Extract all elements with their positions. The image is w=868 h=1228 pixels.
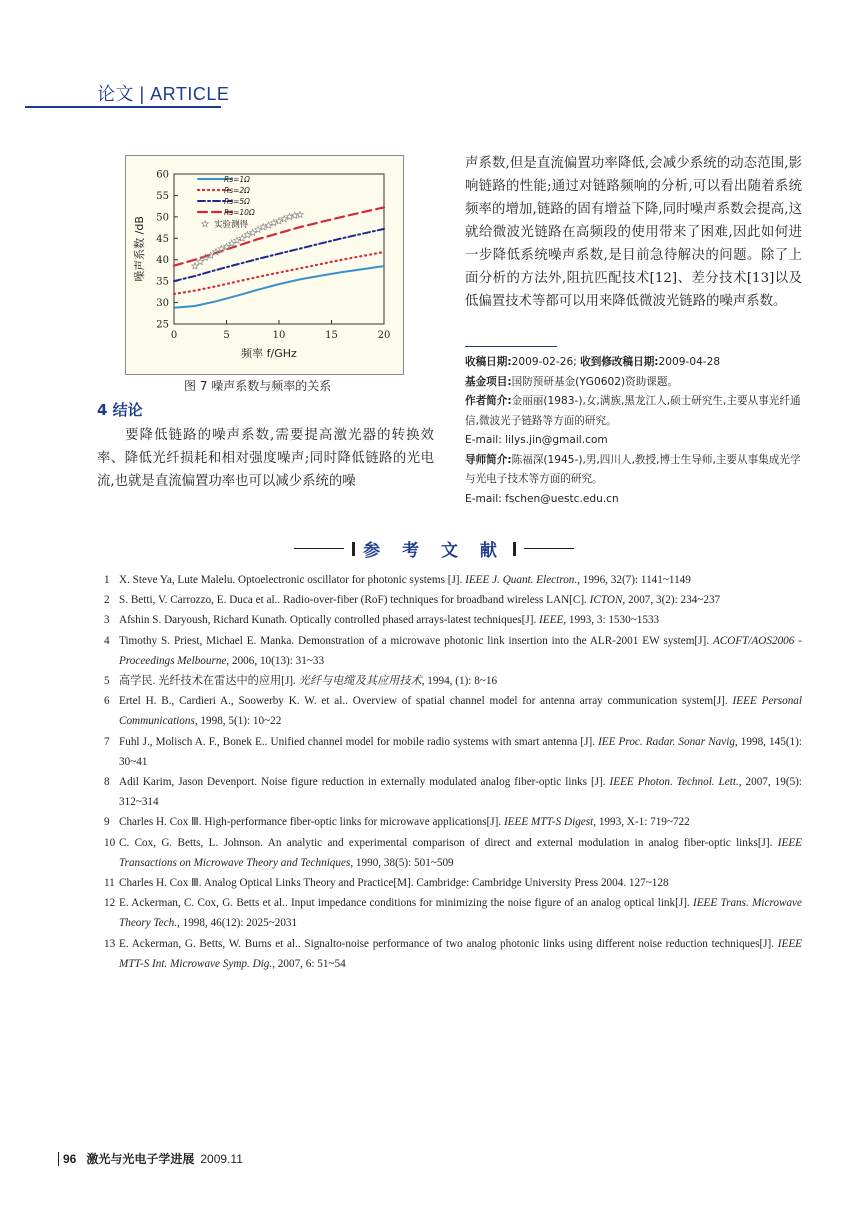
reference-item: [104, 610, 802, 630]
reference-source: ACOFT/AOS2006 - Proceedings Melbourne: [119, 634, 802, 667]
reference-number: 2: [104, 594, 110, 607]
legend-label: Rs=5Ω: [224, 197, 250, 206]
reference-text: Timothy S. Priest, Michael E. Manka. Demonstration of a microwave photonic link insertion into the ALR-2001 EW system[J].: [119, 634, 713, 647]
conclusion-text: 要降低链路的噪声系数,需要提高激光器的转换效率、降低光纤损耗和相对强度噪声;同时降低链路的光电流,也就是直流偏置功率也可以减少系统的噪: [97, 428, 434, 489]
reference-item: [104, 671, 802, 691]
reference-source: IEEE MTT-S Int. Microwave Symp. Dig.: [119, 937, 802, 970]
section-title: 4 结论: [97, 401, 143, 419]
x-tick-label: 10: [272, 330, 286, 341]
reference-number: 13: [104, 937, 116, 950]
conclusion-paragraph: [97, 424, 434, 493]
reference-details: , 2007, 19(5): 312~314: [119, 776, 803, 809]
y-tick-label: 45: [156, 233, 169, 245]
legend-label: Rs=2Ω: [224, 186, 250, 195]
reference-details: , 1993, X-1: 719~722: [593, 816, 690, 829]
x-tick-label: 0: [170, 330, 178, 341]
x-tick-label: 20: [377, 330, 391, 341]
reference-details: , 1994, (1): 8~16: [421, 675, 498, 688]
y-tick-label: 25: [156, 319, 169, 331]
advisor-email: E-mail: fschen@uestc.edu.cn: [465, 492, 619, 505]
reference-text: C. Cox, G. Betts, L. Johnson. An analytic and experimental comparison of direct and external modulation in analog fiber-optic links[J].: [119, 836, 778, 849]
x-tick-label: 15: [325, 330, 338, 341]
reference-text: S. Betti, V. Carrozzo, E. Duca et al.. Radio-over-fiber (RoF) techniques for broadband wireless LAN[C].: [119, 594, 590, 607]
header-rule: [25, 106, 221, 108]
reference-number: 9: [104, 816, 110, 829]
y-tick-label: 55: [156, 190, 169, 202]
heading-bar-right: [513, 542, 516, 556]
reference-text: X. Steve Ya, Lute Malelu. Optoelectronic oscillator for photonic systems [J].: [119, 574, 466, 586]
reference-item: [104, 833, 802, 873]
noise-figure-chart: [126, 156, 403, 374]
reference-details: , 1990, 38(5): 501~509: [350, 856, 454, 869]
y-axis-label: 噪声系数 /dB: [133, 216, 146, 282]
reference-item: [104, 934, 802, 974]
advisor-line: 导师简介:陈福深(1945-),男,四川人,教授,博士生导师,主要从事集成光学与光电子技术等方面的研究。: [465, 453, 801, 485]
reference-number: 4: [104, 634, 110, 647]
reference-details: , 1998, 46(12): 2025~2031: [177, 917, 298, 930]
reference-text: Afshin S. Daryoush, Richard Kunath. Optically controlled phased arrays-latest techniques[J].: [119, 614, 540, 627]
reference-number: 10: [104, 836, 116, 849]
reference-item: [104, 691, 802, 731]
reference-source: 光纤与电缆及其应用技术: [298, 675, 422, 688]
reference-number: 1: [104, 574, 110, 586]
journal-name: 激光与光电子学进展: [86, 1152, 195, 1166]
y-tick-label: 40: [156, 255, 169, 267]
reference-item: [104, 631, 802, 671]
reference-source: IEEE J. Quant. Electron.: [465, 574, 578, 586]
reference-source: IEEE MTT-S Digest: [503, 816, 594, 829]
references-heading: [0, 536, 868, 561]
reference-item: [104, 812, 802, 832]
heading-line-left: [294, 548, 344, 549]
y-tick-label: 60: [156, 169, 169, 181]
received-line: 收稿日期:2009-02-26; 收到修改稿日期:2009-04-28: [465, 356, 721, 368]
issue-date: 2009.11: [200, 1152, 243, 1166]
reference-details: , 2007, 3(2): 234~237: [622, 594, 721, 607]
reference-source: IEEE Transactions on Microwave Theory and Techniques: [119, 836, 802, 869]
reference-number: 12: [104, 897, 116, 910]
reference-text: Charles H. Cox Ⅲ. High-performance fiber-optic links for microwave applications[J].: [119, 816, 504, 829]
fund-line: 基金项目:国防预研基金(YG0602)资助课题。: [465, 375, 679, 388]
reference-item: [104, 590, 802, 610]
reference-number: 7: [104, 735, 110, 748]
y-tick-label: 50: [156, 212, 169, 224]
reference-text: Charles H. Cox Ⅲ. Analog Optical Links Theory and Practice[M]. Cambridge: Cambridge University Press 2004. 127~128: [119, 877, 669, 890]
reference-list: [104, 570, 802, 974]
footnote-rule: [465, 346, 557, 347]
reference-details: , 1998, 5(1): 10~22: [194, 715, 282, 728]
y-tick-label: 30: [156, 298, 169, 310]
reference-item: [104, 873, 802, 893]
x-tick-label: 5: [223, 330, 230, 341]
reference-source: IEEE Personal Communications: [119, 695, 802, 728]
y-tick-label: 35: [156, 276, 169, 288]
references-title: 参 考 文 献: [363, 541, 505, 561]
reference-number: 6: [104, 695, 110, 708]
reference-item: [104, 732, 802, 772]
reference-source: IEEE Photon. Technol. Lett.: [609, 776, 739, 789]
reference-text: 高学民. 光纤技术在雷达中的应用[J].: [119, 675, 299, 688]
reference-details: , 2007, 6: 51~54: [272, 957, 346, 970]
reference-text: Fuhl J., Molisch A. F., Bonek E.. Unified channel model for mobile radio systems with smart antenna [J].: [119, 735, 599, 748]
reference-details: , 1998, 145(1): 30~41: [119, 735, 802, 768]
reference-source: IEE Proc. Radar. Sonar Navig: [598, 735, 735, 748]
right-column-paragraph: 声系数,但是直流偏置功率降低,会减少系统的动态范围,影响链路的性能;通过对链路频响的分析,可以看出随着系统频率的增加,链路的固有增益下降,同时噪声系数会提高,这就给微波光链路在高频段的使用带来了困难,因此如何进一步降低系统噪声系数,是目前急待解决的问题。除了上面分析的方法外,阻抗匹配技术[12]、差分技术[13]以及低偏置技术等都可以用来降低微波光链路的噪声系数。: [465, 156, 802, 309]
article-info: [465, 353, 802, 509]
figure-caption: 图 7 噪声系数与频率的关系: [184, 379, 332, 393]
page-number: 96: [58, 1152, 76, 1166]
reference-text: Ertel H. B., Cardieri A., Soowerby K. W. et al.. Overview of spatial channel model for antenna array communication system[J].: [119, 695, 733, 708]
reference-number: 5: [104, 675, 110, 688]
heading-bar-left: [352, 542, 355, 556]
legend-label: Rs=1Ω: [224, 175, 250, 184]
author-line: 作者简介:金丽丽(1983-),女,满族,黑龙江人,硕士研究生,主要从事光纤通信,微波光子链路等方面的研究。: [465, 395, 801, 427]
reference-item: [104, 772, 802, 812]
page-footer: [58, 1150, 243, 1167]
reference-text: E. Ackerman, G. Betts, W. Burns et al.. Signalto-noise performance of two analog photonic links using different noise reduction techniques[J].: [119, 937, 778, 950]
legend-label: 实验测得: [214, 220, 249, 230]
figure-7: [125, 155, 404, 375]
reference-text: E. Ackerman, C. Cox, G. Betts et al.. Input impedance conditions for minimizing the noise figure of an analog optical link[J].: [119, 897, 693, 910]
author-email: E-mail: lilys.jin@gmail.com: [465, 434, 608, 446]
reference-text: Adil Karim, Jason Devenport. Noise figure reduction in externally modulated analog fiber-optic links [J].: [119, 776, 610, 789]
reference-details: , 2006, 10(13): 31~33: [226, 654, 325, 667]
x-axis-label: 频率 f/GHz: [241, 347, 297, 360]
reference-number: 11: [104, 877, 115, 890]
reference-item: [104, 570, 802, 590]
legend-label: Rs=10Ω: [224, 208, 255, 217]
reference-item: [104, 893, 802, 933]
reference-source: IEEE: [539, 614, 564, 627]
reference-number: 3: [104, 614, 110, 627]
reference-details: , 1993, 3: 1530~1533: [563, 614, 660, 627]
plot-area: [174, 174, 384, 324]
reference-source: IEEE Trans. Microwave Theory Tech.: [119, 897, 802, 930]
reference-details: , 1996, 32(7): 1141~1149: [577, 574, 691, 586]
reference-number: 8: [104, 776, 110, 789]
heading-line-right: [524, 548, 574, 549]
running-header: 论文 | ARTICLE: [97, 84, 230, 104]
reference-source: ICTON: [589, 594, 623, 607]
